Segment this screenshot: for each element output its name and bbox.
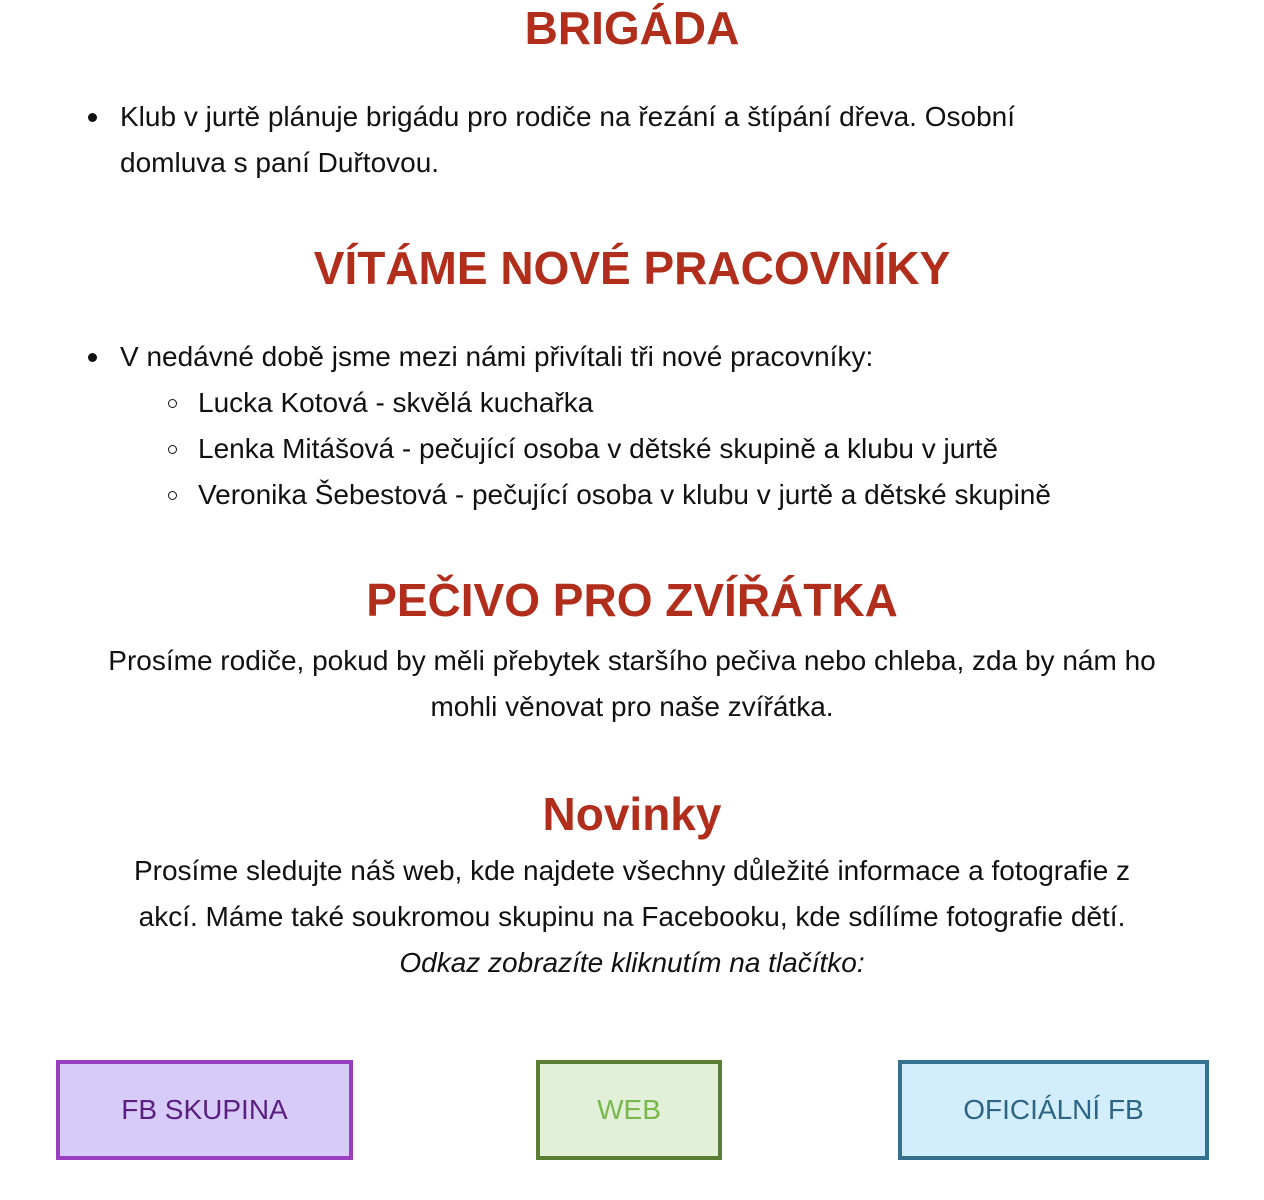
heading-pecivo: PEČIVO PRO ZVÍŘÁTKA [366,574,898,626]
official-fb-button[interactable] [898,1060,1209,1160]
pracovnici-list [84,334,1224,518]
brigada-text-line1: Klub v jurtě plánuje brigádu pro rodiče na řezání a štípání dřeva. Osobní [120,101,1015,132]
novinky-paragraph [20,848,1244,986]
pecivo-paragraph [20,638,1244,730]
brigada-text-line2: domluva s paní Duřtovou. [120,147,440,178]
sublist-item: Veronika Šebestová - pečující osoba v klubu v jurtě a dětské skupině [162,472,1224,518]
pecivo-line2: mohli věnovat pro naše zvířátka. [430,691,834,722]
heading-pracovnici: VÍTÁME NOVÉ PRACOVNÍKY [313,242,951,294]
list-item [84,334,1224,518]
fb-group-label: FB SKUPINA [121,1094,288,1125]
list-item [84,94,1204,186]
fb-group-button[interactable] [56,1060,353,1160]
heading-brigada: BRIGÁDA [524,2,740,54]
new-workers-sublist [162,380,1224,518]
sublist-item: Lucka Kotová - skvělá kuchařka [162,380,1224,426]
web-button[interactable] [536,1060,722,1160]
heading-novinky: Novinky [542,788,722,840]
sublist-item: Lenka Mitášová - pečující osoba v dětské skupině a klubu v jurtě [162,426,1224,472]
web-label: WEB [597,1094,661,1125]
brigada-list [84,94,1204,186]
novinky-line1: Prosíme sledujte náš web, kde najdete všechny důležité informace a fotografie z [133,855,1131,886]
pecivo-line1: Prosíme rodiče, pokud by měli přebytek staršího pečiva nebo chleba, zda by nám ho [108,645,1156,676]
novinky-hint: Odkaz zobrazíte kliknutím na tlačítko: [399,947,865,978]
pracovnici-intro: V nedávné době jsme mezi námi přivítali tři nové pracovníky: [120,341,874,372]
official-fb-label: OFICIÁLNÍ FB [963,1094,1144,1125]
novinky-line2: akcí. Máme také soukromou skupinu na Facebooku, kde sdílíme fotografie dětí. [138,901,1126,932]
